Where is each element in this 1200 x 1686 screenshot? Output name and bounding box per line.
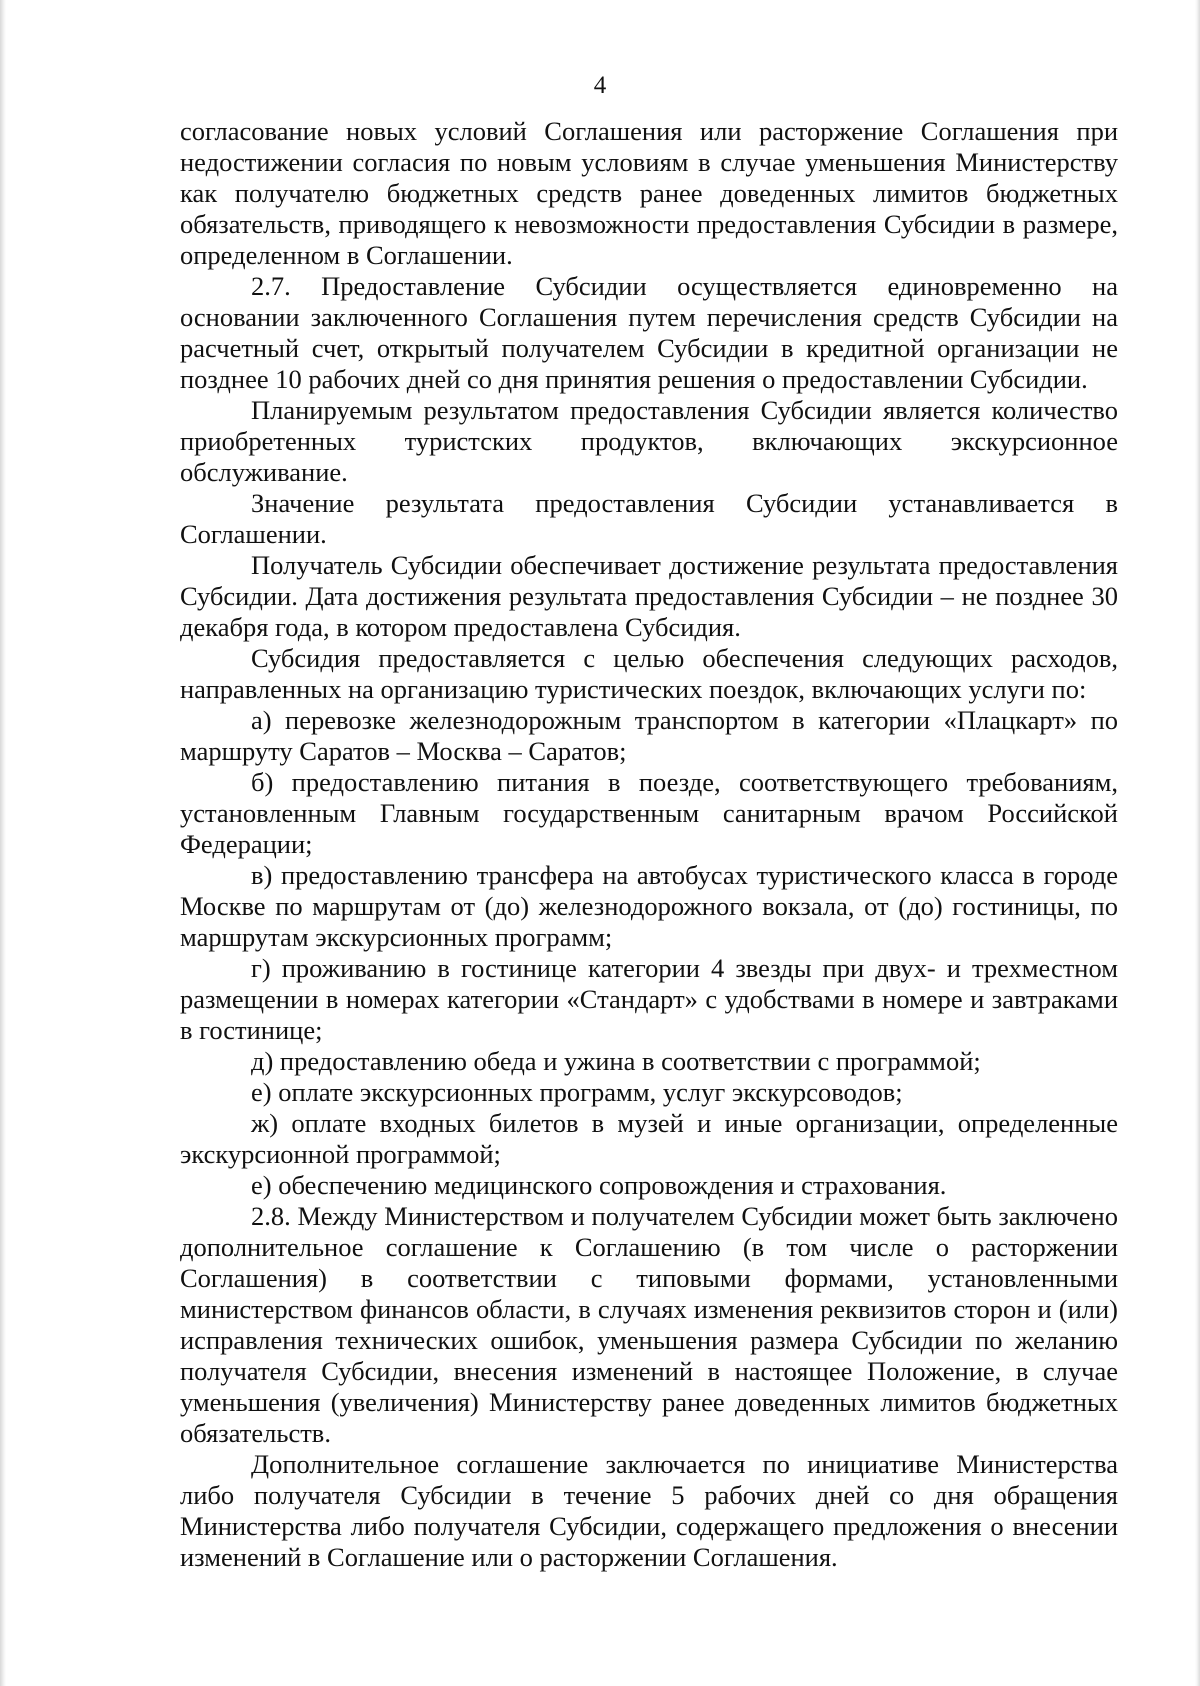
document-body <box>180 116 1118 1573</box>
list-item-v: в) предоставлению трансфера на автобусах туристического класса в городе Москве по маршрутам от (до) железнодорожного вокзала, от (до) гостиницы, по маршрутам экскурсионных программ; <box>180 860 1118 952</box>
scan-edge-right <box>1195 0 1200 1686</box>
scan-edge-left <box>0 0 6 1686</box>
paragraph-2-8: 2.8. Между Министерством и получателем Субсидии может быть заключено дополнительное соглашение к Соглашению (в том числе о расторжении Соглашения) в соответствии с типовыми формами, установленными министерством финансов области, в случаях изменения реквизитов сторон и (или) исправления технических ошибок, уменьшения размера Субсидии по желанию получателя Субсидии, внесения изменений в настоящее Положение, в случае уменьшения (увеличения) Министерству ранее доведенных лимитов бюджетных обязательств. <box>180 1201 1118 1448</box>
list-item-a: а) перевозке железнодорожным транспортом в категории «Плацкарт» по маршруту Саратов – Москва – Саратов; <box>180 705 1118 766</box>
list-item-g: г) проживанию в гостинице категории 4 звезды при двух- и трехместном размещении в номерах категории «Стандарт» с удобствами в номере и завтраками в гостинице; <box>180 953 1118 1045</box>
paragraph-result-value: Значение результата предоставления Субсидии устанавливается в Соглашении. <box>180 488 1118 549</box>
list-item-d: д) предоставлению обеда и ужина в соответствии с программой; <box>251 1046 981 1076</box>
paragraph-additional-agreement: Дополнительное соглашение заключается по инициативе Министерства либо получателя Субсидии в течение 5 рабочих дней со дня обращения Министерства либо получателя Субсидии, содержащего предложения о внесении изменений в Соглашение или о расторжении Соглашения. <box>180 1449 1118 1572</box>
paragraph-2-7: 2.7. Предоставление Субсидии осуществляется единовременно на основании заключенного Соглашения путем перечисления средств Субсидии на расчетный счет, открытый получателем Субсидии в кредитной организации не позднее 10 рабочих дней со дня принятия решения о предоставлении Субсидии. <box>180 271 1118 394</box>
list-item-b: б) предоставлению питания в поезде, соответствующего требованиям, установленным Главным государственным санитарным врачом Российской Федерации; <box>180 767 1118 859</box>
paragraph-subsidy-purpose: Субсидия предоставляется с целью обеспечения следующих расходов, направленных на организацию туристических поездок, включающих услуги по: <box>180 643 1118 704</box>
list-item-e-second: е) обеспечению медицинского сопровождения и страхования. <box>251 1170 947 1200</box>
paragraph-result-deadline: Получатель Субсидии обеспечивает достижение результата предоставления Субсидии. Дата достижения результата предоставления Субсидии – не позднее 30 декабря года, в котором предоставлена Субсидия. <box>180 550 1118 642</box>
paragraph-continuation: согласование новых условий Соглашения или расторжение Соглашения при недостижении согласия по новым условиям в случае уменьшения Министерству как получателю бюджетных средств ранее доведенных лимитов бюджетных обязательств, приводящего к невозможности предоставления Субсидии в размере, определенном в Соглашении. <box>180 116 1118 270</box>
paragraph-planned-result: Планируемым результатом предоставления Субсидии является количество приобретенных туристских продуктов, включающих экскурсионное обслуживание. <box>180 395 1118 487</box>
list-item-zh: ж) оплате входных билетов в музей и иные организации, определенные экскурсионной программой; <box>180 1108 1118 1169</box>
page-number: 4 <box>593 72 607 99</box>
list-item-e: е) оплате экскурсионных программ, услуг экскурсоводов; <box>251 1077 903 1107</box>
